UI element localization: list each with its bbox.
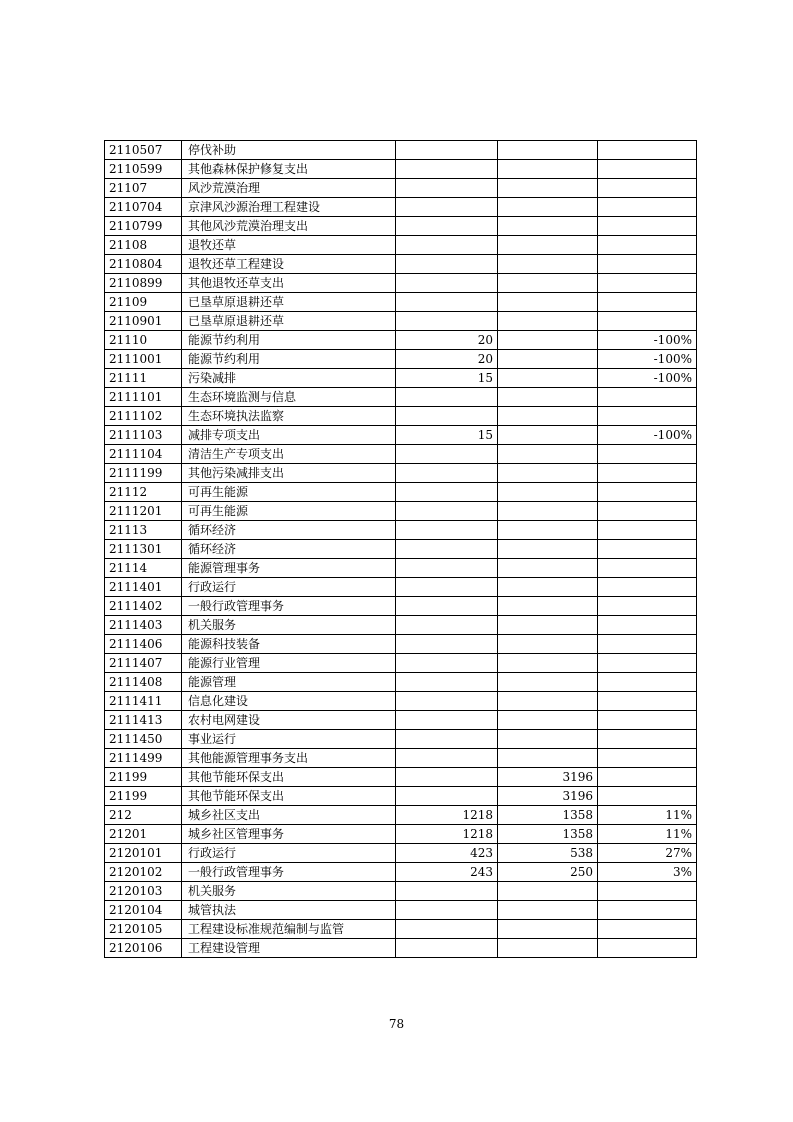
change-percent-cell (598, 293, 697, 312)
change-percent-cell (598, 939, 697, 958)
table-row (105, 483, 697, 502)
subject-name-cell: 事业运行 (182, 730, 396, 749)
table-row (105, 597, 697, 616)
previous-amount-cell: 1218 (396, 806, 498, 825)
previous-amount-cell (396, 654, 498, 673)
table-row (105, 407, 697, 426)
subject-code-cell: 2111102 (105, 407, 182, 426)
previous-amount-cell (396, 312, 498, 331)
subject-code-cell: 2110799 (105, 217, 182, 236)
previous-amount-cell: 15 (396, 369, 498, 388)
table-row (105, 863, 697, 882)
subject-name-cell: 生态环境监测与信息 (182, 388, 396, 407)
table-row (105, 578, 697, 597)
subject-code-cell: 21109 (105, 293, 182, 312)
previous-amount-cell (396, 160, 498, 179)
current-amount-cell (498, 673, 598, 692)
previous-amount-cell: 243 (396, 863, 498, 882)
previous-amount-cell (396, 293, 498, 312)
current-amount-cell (498, 312, 598, 331)
current-amount-cell (498, 578, 598, 597)
change-percent-cell (598, 141, 697, 160)
previous-amount-cell (396, 939, 498, 958)
current-amount-cell (498, 711, 598, 730)
subject-name-cell: 其他节能环保支出 (182, 787, 396, 806)
current-amount-cell (498, 407, 598, 426)
current-amount-cell: 250 (498, 863, 598, 882)
change-percent-cell (598, 654, 697, 673)
subject-name-cell: 城乡社区管理事务 (182, 825, 396, 844)
table-row (105, 901, 697, 920)
table-row (105, 806, 697, 825)
table-row (105, 274, 697, 293)
subject-code-cell: 2111401 (105, 578, 182, 597)
subject-name-cell: 行政运行 (182, 844, 396, 863)
subject-name-cell: 京津风沙源治理工程建设 (182, 198, 396, 217)
table-row (105, 939, 697, 958)
change-percent-cell: 11% (598, 825, 697, 844)
subject-code-cell: 2111201 (105, 502, 182, 521)
subject-name-cell: 机关服务 (182, 616, 396, 635)
change-percent-cell (598, 217, 697, 236)
subject-code-cell: 2120106 (105, 939, 182, 958)
subject-code-cell: 21111 (105, 369, 182, 388)
previous-amount-cell: 423 (396, 844, 498, 863)
subject-name-cell: 行政运行 (182, 578, 396, 597)
current-amount-cell (498, 445, 598, 464)
previous-amount-cell (396, 179, 498, 198)
subject-name-cell: 城管执法 (182, 901, 396, 920)
subject-code-cell: 2110507 (105, 141, 182, 160)
change-percent-cell: -100% (598, 350, 697, 369)
current-amount-cell (498, 331, 598, 350)
table-row (105, 293, 697, 312)
table-row (105, 141, 697, 160)
current-amount-cell: 1358 (498, 806, 598, 825)
subject-name-cell: 工程建设标准规范编制与监管 (182, 920, 396, 939)
subject-name-cell: 能源科技装备 (182, 635, 396, 654)
previous-amount-cell (396, 407, 498, 426)
current-amount-cell: 3196 (498, 768, 598, 787)
subject-code-cell: 2110901 (105, 312, 182, 331)
change-percent-cell: 11% (598, 806, 697, 825)
change-percent-cell (598, 882, 697, 901)
change-percent-cell (598, 901, 697, 920)
previous-amount-cell (396, 597, 498, 616)
subject-code-cell: 212 (105, 806, 182, 825)
subject-name-cell: 一般行政管理事务 (182, 597, 396, 616)
subject-code-cell: 2111450 (105, 730, 182, 749)
previous-amount-cell (396, 882, 498, 901)
previous-amount-cell (396, 236, 498, 255)
table-row (105, 217, 697, 236)
table-row (105, 521, 697, 540)
change-percent-cell (598, 635, 697, 654)
subject-code-cell: 2111402 (105, 597, 182, 616)
page-number: 78 (388, 1017, 405, 1031)
change-percent-cell: -100% (598, 426, 697, 445)
table-row (105, 502, 697, 521)
change-percent-cell (598, 502, 697, 521)
subject-name-cell: 能源节约利用 (182, 350, 396, 369)
subject-code-cell: 21107 (105, 179, 182, 198)
change-percent-cell: 27% (598, 844, 697, 863)
subject-name-cell: 工程建设管理 (182, 939, 396, 958)
table-row (105, 711, 697, 730)
table-row (105, 255, 697, 274)
current-amount-cell (498, 692, 598, 711)
previous-amount-cell: 20 (396, 331, 498, 350)
subject-name-cell: 城乡社区支出 (182, 806, 396, 825)
table-row (105, 179, 697, 198)
table-row (105, 369, 697, 388)
previous-amount-cell: 20 (396, 350, 498, 369)
subject-name-cell: 能源管理事务 (182, 559, 396, 578)
subject-code-cell: 2111403 (105, 616, 182, 635)
subject-code-cell: 2120104 (105, 901, 182, 920)
table-row (105, 692, 697, 711)
current-amount-cell (498, 255, 598, 274)
previous-amount-cell (396, 635, 498, 654)
current-amount-cell (498, 882, 598, 901)
table-row (105, 654, 697, 673)
previous-amount-cell (396, 217, 498, 236)
table-row (105, 882, 697, 901)
table-row (105, 730, 697, 749)
change-percent-cell (598, 787, 697, 806)
change-percent-cell (598, 445, 697, 464)
subject-code-cell: 21108 (105, 236, 182, 255)
change-percent-cell (598, 711, 697, 730)
subject-name-cell: 已垦草原退耕还草 (182, 293, 396, 312)
subject-name-cell: 机关服务 (182, 882, 396, 901)
subject-code-cell: 2120102 (105, 863, 182, 882)
subject-name-cell: 停伐补助 (182, 141, 396, 160)
table-row (105, 160, 697, 179)
current-amount-cell (498, 597, 598, 616)
subject-code-cell: 2111199 (105, 464, 182, 483)
subject-name-cell: 可再生能源 (182, 483, 396, 502)
current-amount-cell (498, 920, 598, 939)
current-amount-cell: 3196 (498, 787, 598, 806)
table-body (105, 141, 697, 958)
previous-amount-cell (396, 730, 498, 749)
current-amount-cell (498, 654, 598, 673)
current-amount-cell (498, 217, 598, 236)
table-row (105, 559, 697, 578)
table-row (105, 768, 697, 787)
table-row (105, 673, 697, 692)
previous-amount-cell (396, 749, 498, 768)
subject-name-cell: 退牧还草工程建设 (182, 255, 396, 274)
current-amount-cell (498, 464, 598, 483)
change-percent-cell (598, 274, 697, 293)
current-amount-cell (498, 540, 598, 559)
table-row (105, 844, 697, 863)
table-row (105, 388, 697, 407)
subject-code-cell: 2110704 (105, 198, 182, 217)
current-amount-cell (498, 559, 598, 578)
current-amount-cell (498, 502, 598, 521)
current-amount-cell (498, 483, 598, 502)
subject-code-cell: 2111411 (105, 692, 182, 711)
table-row (105, 540, 697, 559)
subject-name-cell: 退牧还草 (182, 236, 396, 255)
current-amount-cell (498, 350, 598, 369)
change-percent-cell (598, 160, 697, 179)
subject-code-cell: 2111104 (105, 445, 182, 464)
subject-code-cell: 2111408 (105, 673, 182, 692)
table-row (105, 464, 697, 483)
change-percent-cell (598, 179, 697, 198)
previous-amount-cell (396, 255, 498, 274)
subject-name-cell: 农村电网建设 (182, 711, 396, 730)
current-amount-cell (498, 141, 598, 160)
subject-name-cell: 已垦草原退耕还草 (182, 312, 396, 331)
previous-amount-cell (396, 141, 498, 160)
change-percent-cell (598, 540, 697, 559)
current-amount-cell (498, 616, 598, 635)
subject-name-cell: 循环经济 (182, 521, 396, 540)
previous-amount-cell (396, 483, 498, 502)
subject-code-cell: 2110899 (105, 274, 182, 293)
subject-code-cell: 2111407 (105, 654, 182, 673)
table-row (105, 331, 697, 350)
change-percent-cell: -100% (598, 369, 697, 388)
change-percent-cell (598, 749, 697, 768)
current-amount-cell (498, 388, 598, 407)
subject-code-cell: 21199 (105, 768, 182, 787)
table-row (105, 445, 697, 464)
current-amount-cell (498, 749, 598, 768)
change-percent-cell (598, 483, 697, 502)
subject-name-cell: 能源管理 (182, 673, 396, 692)
change-percent-cell (598, 255, 697, 274)
current-amount-cell (498, 236, 598, 255)
subject-code-cell: 21199 (105, 787, 182, 806)
subject-code-cell: 2110804 (105, 255, 182, 274)
subject-name-cell: 其他污染减排支出 (182, 464, 396, 483)
subject-name-cell: 循环经济 (182, 540, 396, 559)
current-amount-cell (498, 369, 598, 388)
current-amount-cell (498, 939, 598, 958)
subject-code-cell: 21112 (105, 483, 182, 502)
change-percent-cell (598, 578, 697, 597)
change-percent-cell (598, 236, 697, 255)
previous-amount-cell (396, 673, 498, 692)
subject-code-cell: 2111406 (105, 635, 182, 654)
subject-name-cell: 能源节约利用 (182, 331, 396, 350)
table-row (105, 350, 697, 369)
change-percent-cell: -100% (598, 331, 697, 350)
subject-name-cell: 其他能源管理事务支出 (182, 749, 396, 768)
table-row (105, 616, 697, 635)
previous-amount-cell (396, 711, 498, 730)
change-percent-cell (598, 768, 697, 787)
change-percent-cell (598, 692, 697, 711)
subject-name-cell: 可再生能源 (182, 502, 396, 521)
previous-amount-cell (396, 787, 498, 806)
current-amount-cell (498, 198, 598, 217)
previous-amount-cell (396, 198, 498, 217)
subject-name-cell: 清洁生产专项支出 (182, 445, 396, 464)
previous-amount-cell (396, 502, 498, 521)
subject-code-cell: 2111103 (105, 426, 182, 445)
change-percent-cell (598, 920, 697, 939)
table-row (105, 426, 697, 445)
current-amount-cell (498, 274, 598, 293)
subject-name-cell: 其他节能环保支出 (182, 768, 396, 787)
current-amount-cell (498, 521, 598, 540)
change-percent-cell (598, 464, 697, 483)
subject-name-cell: 风沙荒漠治理 (182, 179, 396, 198)
change-percent-cell (598, 597, 697, 616)
previous-amount-cell (396, 578, 498, 597)
current-amount-cell (498, 160, 598, 179)
current-amount-cell (498, 901, 598, 920)
table-row (105, 749, 697, 768)
previous-amount-cell (396, 388, 498, 407)
previous-amount-cell (396, 464, 498, 483)
subject-code-cell: 21114 (105, 559, 182, 578)
subject-code-cell: 2111413 (105, 711, 182, 730)
previous-amount-cell: 15 (396, 426, 498, 445)
previous-amount-cell: 1218 (396, 825, 498, 844)
subject-name-cell: 能源行业管理 (182, 654, 396, 673)
subject-name-cell: 生态环境执法监察 (182, 407, 396, 426)
table-row (105, 787, 697, 806)
table-row (105, 920, 697, 939)
previous-amount-cell (396, 616, 498, 635)
previous-amount-cell (396, 445, 498, 464)
previous-amount-cell (396, 692, 498, 711)
subject-code-cell: 2111001 (105, 350, 182, 369)
change-percent-cell (598, 559, 697, 578)
change-percent-cell (598, 388, 697, 407)
previous-amount-cell (396, 901, 498, 920)
subject-name-cell: 污染减排 (182, 369, 396, 388)
change-percent-cell (598, 730, 697, 749)
subject-code-cell: 2110599 (105, 160, 182, 179)
change-percent-cell (598, 407, 697, 426)
current-amount-cell: 538 (498, 844, 598, 863)
subject-name-cell: 其他退牧还草支出 (182, 274, 396, 293)
current-amount-cell (498, 179, 598, 198)
table-row (105, 198, 697, 217)
table-row (105, 825, 697, 844)
subject-code-cell: 2111101 (105, 388, 182, 407)
previous-amount-cell (396, 768, 498, 787)
budget-table (104, 140, 697, 958)
subject-code-cell: 2120105 (105, 920, 182, 939)
current-amount-cell (498, 426, 598, 445)
previous-amount-cell (396, 920, 498, 939)
change-percent-cell (598, 521, 697, 540)
change-percent-cell (598, 673, 697, 692)
change-percent-cell (598, 616, 697, 635)
subject-code-cell: 2111301 (105, 540, 182, 559)
subject-code-cell: 2120101 (105, 844, 182, 863)
subject-code-cell: 2111499 (105, 749, 182, 768)
subject-name-cell: 减排专项支出 (182, 426, 396, 445)
previous-amount-cell (396, 559, 498, 578)
change-percent-cell (598, 198, 697, 217)
current-amount-cell (498, 730, 598, 749)
subject-name-cell: 信息化建设 (182, 692, 396, 711)
subject-code-cell: 2120103 (105, 882, 182, 901)
subject-code-cell: 21113 (105, 521, 182, 540)
table-row (105, 312, 697, 331)
subject-name-cell: 其他森林保护修复支出 (182, 160, 396, 179)
change-percent-cell: 3% (598, 863, 697, 882)
subject-name-cell: 一般行政管理事务 (182, 863, 396, 882)
current-amount-cell (498, 293, 598, 312)
previous-amount-cell (396, 521, 498, 540)
subject-code-cell: 21201 (105, 825, 182, 844)
current-amount-cell (498, 635, 598, 654)
change-percent-cell (598, 312, 697, 331)
subject-name-cell: 其他风沙荒漠治理支出 (182, 217, 396, 236)
current-amount-cell: 1358 (498, 825, 598, 844)
previous-amount-cell (396, 274, 498, 293)
previous-amount-cell (396, 540, 498, 559)
subject-code-cell: 21110 (105, 331, 182, 350)
table-row (105, 236, 697, 255)
table-row (105, 635, 697, 654)
